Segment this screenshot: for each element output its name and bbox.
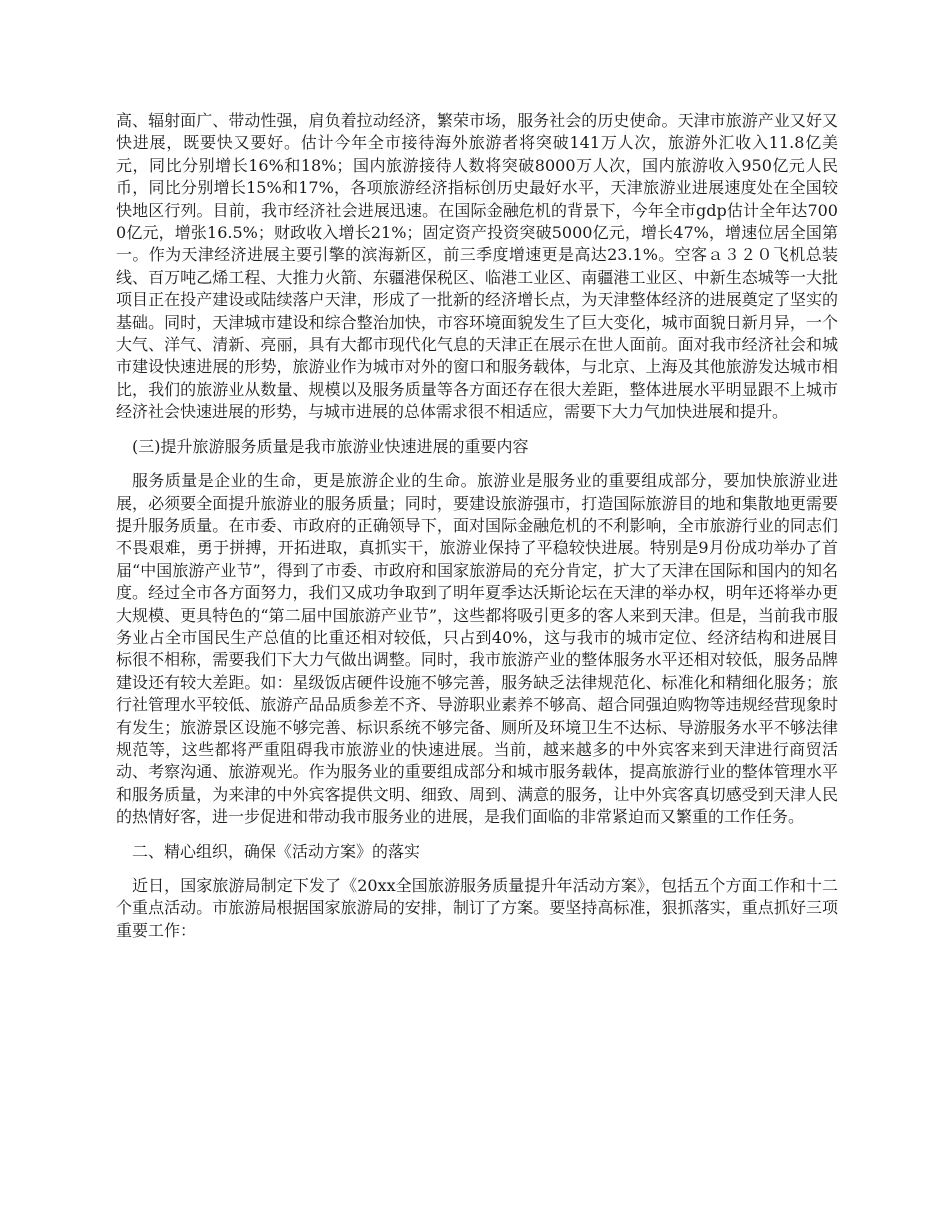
paragraph-tourism-economy: 高、辐射面广、带动性强，肩负着拉动经济，繁荣市场，服务社会的历史使命。天津市旅游产业又好又快进展，既要快又要好。估计今年全市接待海外旅游者将突破141万人次，旅游外汇收入11.8亿美元，同比分别增长16%和18%；国内旅游接待人数将突破8000万人次，国内旅游收入950亿元人民币，同比分别增长15%和17%，各项旅游经济指标创历史最好水平，天津旅游业进展速度处在全国较快地区行列。目前，我市经济社会进展迅速。在国际金融危机的背景下，今年全市gdp估计全年达7000亿元，增张16.5%；财政收入增长21%；固定资产投资突破5000亿元，增长47%，增速位居全国第一。作为天津经济进展主要引擎的滨海新区，前三季度增速更是高达23.1%。空客ａ３２０飞机总装线、百万吨乙烯工程、大推力火箭、东疆港保税区、临港工业区、南疆港工业区、中新生态城等一大批项目正在投产建设或陆续落户天津，形成了一批新的经济增长点，为天津整体经济的进展奠定了坚实的基础。同时，天津城市建设和综合整治加快，市容环境面貌发生了巨大变化，城市面貌日新月异，一个大气、洋气、清新、亮丽，具有大都市现代化气息的天津正在展示在世人面前。面对我市经济社会和城市建设快速进展的形势，旅游业作为城市对外的窗口和服务载体，与北京、上海及其他旅游发达城市相比，我们的旅游业从数量、规模以及服务质量等各方面还存在很大差距，整体进展水平明显跟不上城市经济社会快速进展的形势，与城市进展的总体需求很不相适应，需要下大力气加快进展和提升。 [116,111,838,422]
document-body [116,110,838,954]
paragraph-service-quality: 服务质量是企业的生命，更是旅游企业的生命。旅游业是服务业的重要组成部分，要加快旅游业进展，必须要全面提升旅游业的服务质量；同时，要建设旅游强市，打造国际旅游目的地和集散地更需要提升服务质量。在市委、市政府的正确领导下，面对国际金融危机的不利影响，全市旅游行业的同志们不畏艰难，勇于拼搏，开拓进取，真抓实干，旅游业保持了平稳较快进展。特别是9月份成功举办了首届“中国旅游产业节”，得到了市委、市政府和国家旅游局的充分肯定，扩大了天津在国际和国内的知名度。经过全市各方面努力，我们又成功争取到了明年夏季达沃斯论坛在天津的举办权，明年还将举办更大规模、更具特色的“第二届中国旅游产业节”，这些都将吸引更多的客人来到天津。但是，当前我市服务业占全市国民生产总值的比重还相对较低，只占到40%，这与我市的城市定位、经济结构和进展目标很不相称，需要我们下大力气做出调整。同时，我市旅游产业的整体服务水平还相对较低，服务品牌建设还有较大差距。如：星级饭店硬件设施不够完善，服务缺乏法律规范化、标准化和精细化服务；旅行社管理水平较低、旅游产品品质参差不齐、导游职业素养不够高、超合同强迫购物等违规经营现象时有发生；旅游景区设施不够完善、标识系统不够完备、厕所及环境卫生不达标、导游服务水平不够法律规范等，这些都将严重阻碍我市旅游业的快速进展。当前，越来越多的中外宾客来到天津进行商贸活动、考察沟通、旅游观光。作为服务业的重要组成部分和城市服务载体，提高旅游行业的整体管理水平和服务质量，为来津的中外宾客提供文明、细致、周到、满意的服务，让中外宾客真切感受到天津人民的热情好客，进一步促进和带动我市服务业的进展，是我们面临的非常紧迫而又繁重的工作任务。 [116,471,838,827]
section-heading-service-quality: (三)提升旅游服务质量是我市旅游业快速进展的重要内容 [132,436,529,456]
paragraph-activity-plan: 近日，国家旅游局制定下发了《20xx全国旅游服务质量提升年活动方案》，包括五个方面工作和十二个重点活动。市旅游局根据国家旅游局的安排，制订了方案。要坚持高标准，狠抓落实，重点抓好三项重要工作： [116,876,838,940]
section-heading-organization: 二、精心组织，确保《活动方案》的落实 [132,841,421,861]
